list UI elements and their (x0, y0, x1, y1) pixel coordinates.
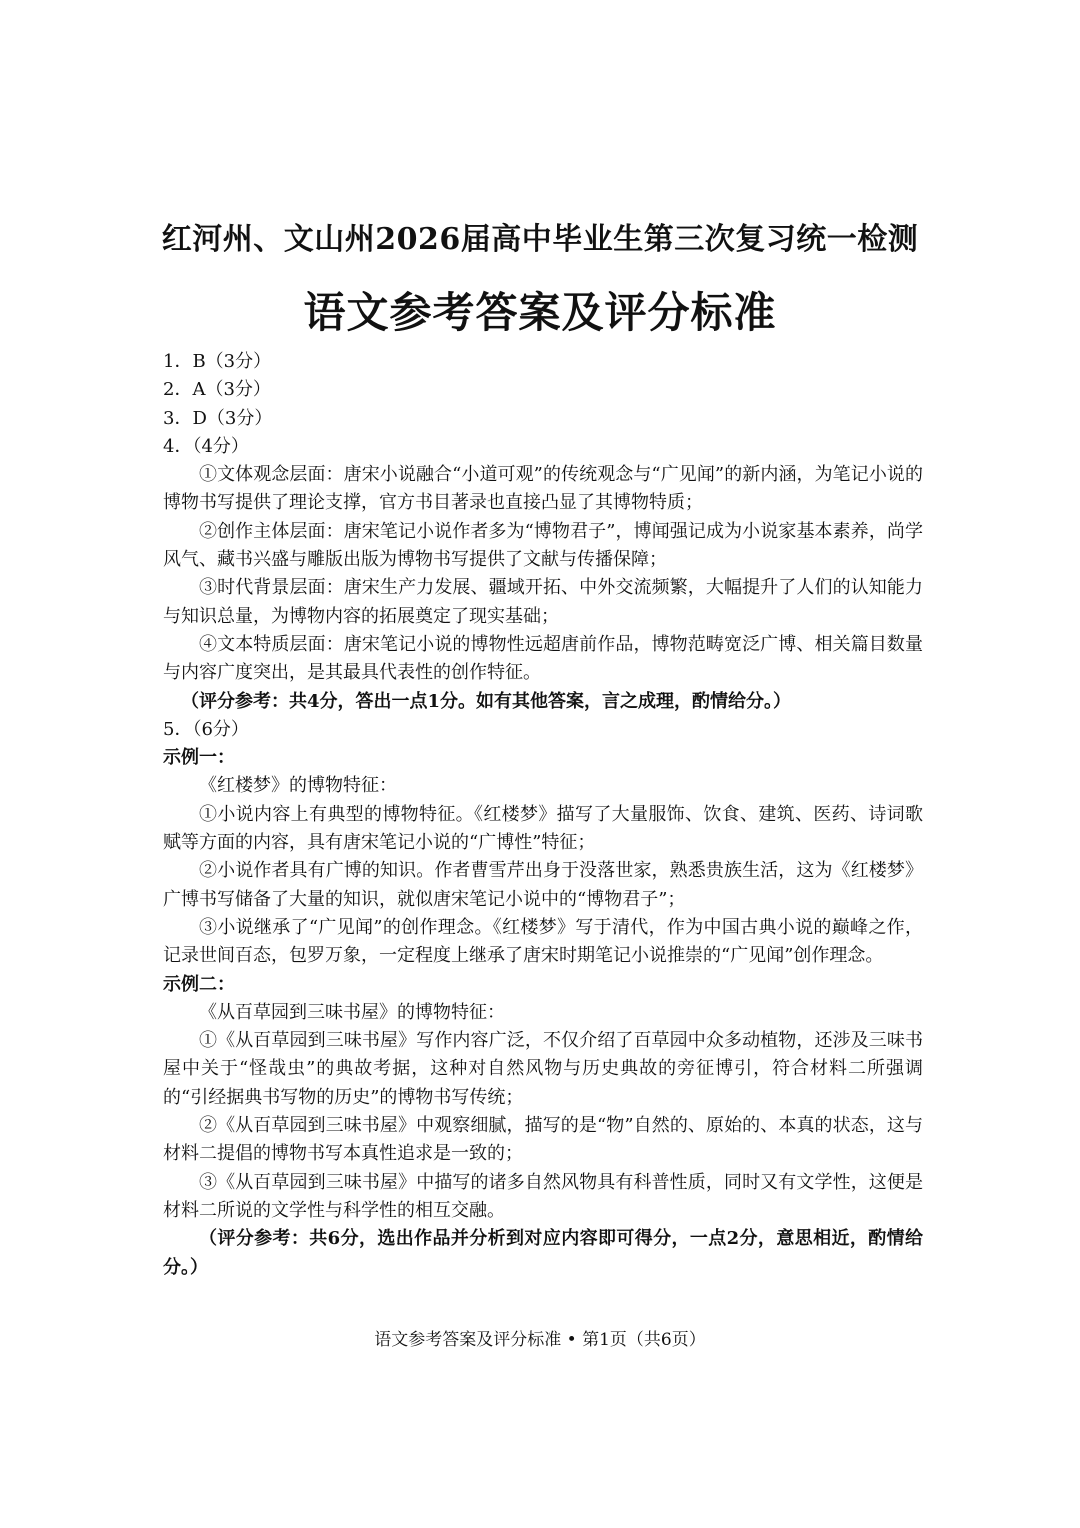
q5-example2-label: 示例二： (163, 973, 235, 995)
q5-example1-point-1: ①小说内容上有典型的博物特征。《红楼梦》描写了大量服饰、饮食、建筑、医药、诗词歌赋等方面的内容，具有唐宋笔记小说的“广博性”特征； (163, 803, 923, 854)
answer-q2: 2．A（3分） (163, 379, 271, 401)
q5-example2-point-1: ①《从百草园到三味书屋》写作内容广泛，不仅介绍了百草园中众多动植物，还涉及三味书屋中关于“怪哉虫”的典故考据，这种对自然风物与历史典故的旁征博引，符合材料二所强调的“引经据典书写物的历史”的博物书写传统； (163, 1030, 923, 1108)
q5-example1-point-2: ②小说作者具有广博的知识。作者曹雪芹出身于没落世家，熟悉贵族生活，这为《红楼梦》广博书写储备了大量的知识，就似唐宋笔记小说中的“博物君子”； (163, 860, 923, 910)
page-footer: 语文参考答案及评分标准 • 第1页（共6页） (374, 1330, 706, 1350)
q5-example1-intro: 《红楼梦》的博物特征： (199, 775, 397, 797)
answer-q4-label: 4．（4分） (163, 435, 249, 457)
q5-example1-point-3: ③小说继承了“广见闻”的创作理念。《红楼梦》写于清代，作为中国古典小说的巅峰之作，记录世间百态，包罗万象，一定程度上继承了唐宋时期笔记小说推崇的“广见闻”创作理念。 (163, 916, 923, 967)
answer-q3: 3．D（3分） (163, 407, 273, 429)
answer-q5-label: 5．（6分） (163, 718, 249, 740)
q5-example2-point-3: ③《从百草园到三味书屋》中描写的诸多自然风物具有科普性质，同时又有文学性，这便是材料二所说的文学性与科学性的相互交融。 (163, 1171, 923, 1221)
q5-example1-label: 示例一： (163, 747, 235, 769)
exam-title: 红河州、文山州2026届高中毕业生第三次复习统一检测 (161, 222, 919, 257)
q5-example2-intro: 《从百草园到三味书屋》的博物特征： (199, 1001, 505, 1023)
q4-point-1: ①文体观念层面：唐宋小说融合“小道可观”的传统观念与“广见闻”的新内涵，为笔记小说的博物书写提供了理论支撑，官方书目著录也直接凸显了其博物特质； (163, 464, 923, 514)
answer-body (163, 348, 923, 1282)
q4-scoring-note: （评分参考：共4分，答出一点1分。如有其他答案，言之成理，酌情给分。） (181, 690, 792, 712)
q4-point-4: ④文本特质层面：唐宋笔记小说的博物性远超唐前作品，博物范畴宽泛广博、相关篇目数量与内容广度突出，是其最具代表性的创作特征。 (163, 633, 923, 684)
answer-q1: 1．B（3分） (163, 351, 272, 372)
q5-example2-point-2: ②《从百草园到三味书屋》中观察细腻，描写的是“物”自然的、原始的、本真的状态，这与材料二提倡的博物书写本真性追求是一致的； (163, 1115, 923, 1165)
q4-point-3: ③时代背景层面：唐宋生产力发展、疆域开拓、中外交流频繁，大幅提升了人们的认知能力与知识总量，为博物内容的拓展奠定了现实基础； (163, 577, 923, 627)
document-subtitle: 语文参考答案及评分标准 (303, 288, 777, 337)
q5-scoring-note: （评分参考：共6分，选出作品并分析到对应内容即可得分，一点2分，意思相近，酌情给分。） (163, 1228, 923, 1278)
q4-point-2: ②创作主体层面：唐宋笔记小说作者多为“博物君子”，博闻强记成为小说家基本素养，尚学风气、藏书兴盛与雕版出版为博物书写提供了文献与传播保障； (163, 520, 923, 571)
